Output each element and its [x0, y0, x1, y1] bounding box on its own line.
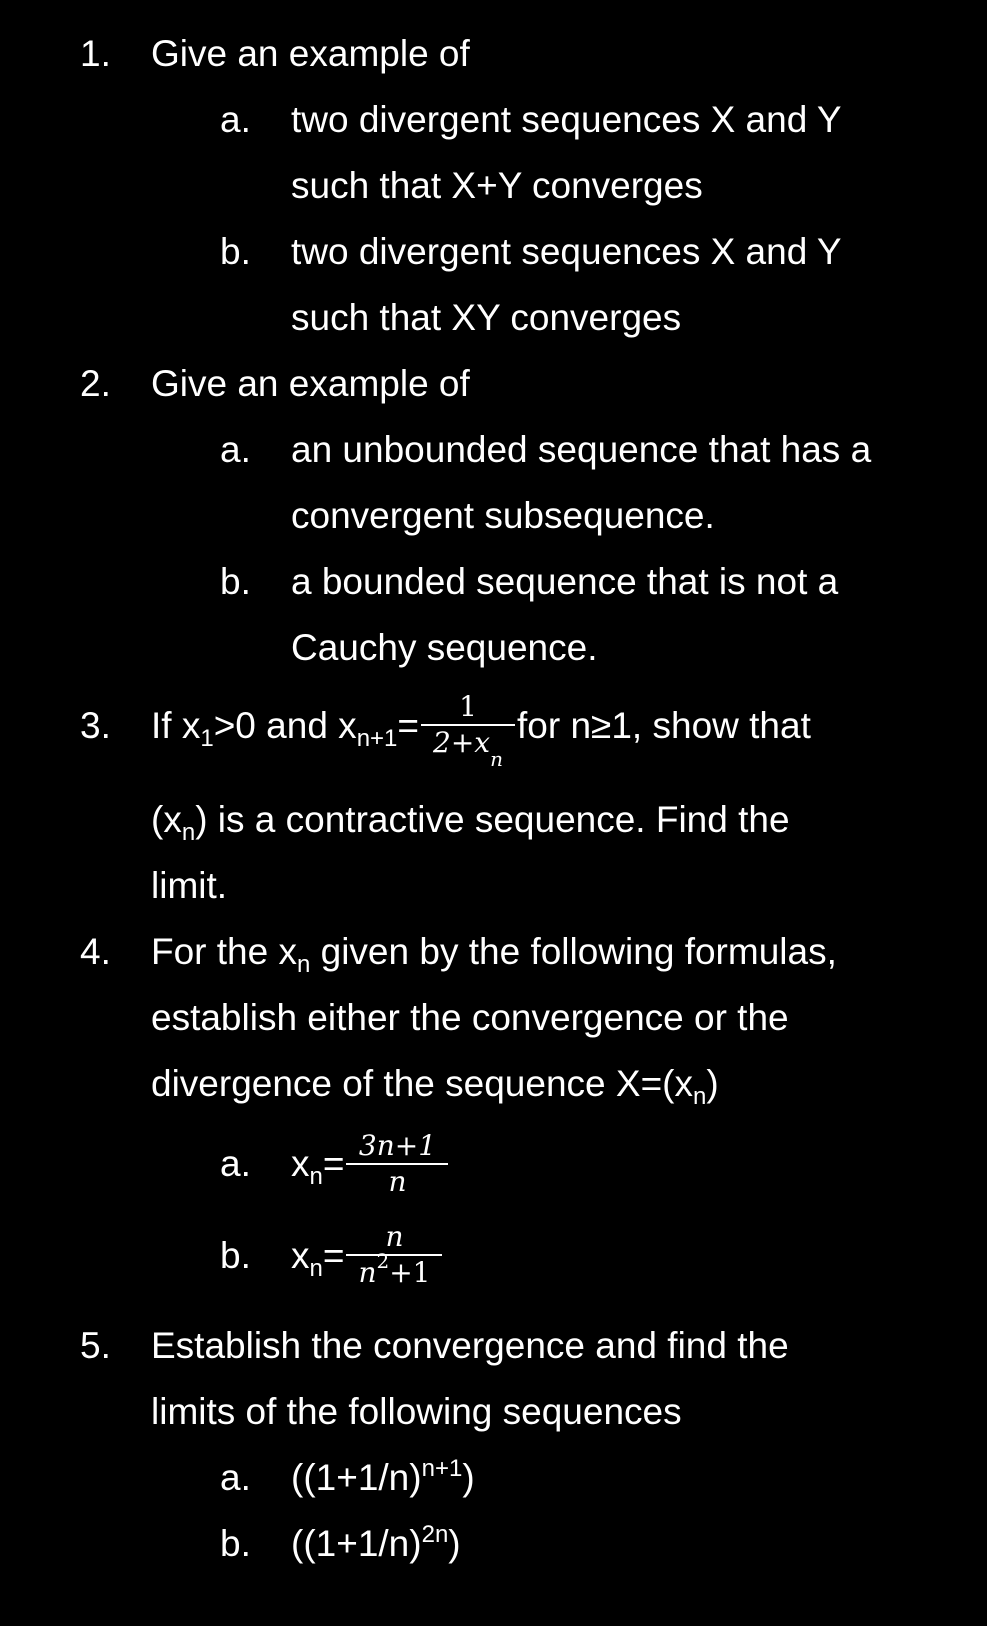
part-letter: b. — [220, 231, 251, 272]
item-number: 5. — [80, 1325, 111, 1366]
part-text: Cauchy sequence. — [291, 627, 598, 668]
subscript: n+1 — [356, 725, 398, 752]
part-text: such that X+Y converges — [291, 165, 703, 206]
item-3-formula-line — [151, 686, 811, 771]
item-text: establish either the convergence or the — [151, 997, 789, 1038]
item-4a-formula — [291, 1118, 448, 1210]
item-text: $(x_n)$ is a contractive sequence. Find the — [151, 799, 790, 846]
part-letter: a. — [220, 429, 251, 470]
subscript: n — [309, 1163, 323, 1190]
part-text: $((1+1/n)^{2n})$ — [291, 1521, 461, 1564]
item-number: 2. — [80, 363, 111, 404]
item-text: limits of the following sequences — [151, 1391, 682, 1432]
subscript: n — [297, 951, 311, 978]
item-number: 4. — [80, 931, 111, 972]
part-text: such that XY converges — [291, 297, 682, 338]
item-text: for n≥1, show that — [517, 705, 811, 746]
fraction-numerator: 1 — [459, 690, 477, 723]
fraction — [346, 1129, 448, 1199]
subscript: n — [309, 1255, 323, 1282]
part-text: two divergent sequences X and Y — [291, 231, 842, 272]
fraction-numerator: n — [385, 1220, 404, 1253]
part-text: a bounded sequence that is not a — [291, 561, 839, 602]
part-letter: b. — [220, 1235, 251, 1276]
formula-lhs: $x_n=$ — [291, 1235, 345, 1282]
item-number: 3. — [80, 705, 111, 746]
fraction — [421, 690, 515, 771]
superscript: 2n — [421, 1521, 449, 1548]
fraction-numerator: 3n+1 — [358, 1129, 437, 1162]
superscript: n+1 — [421, 1455, 463, 1482]
part-letter: a. — [220, 99, 251, 140]
part-letter: a. — [220, 1457, 251, 1498]
part-letter: b. — [220, 561, 251, 602]
part-text: an unbounded sequence that has a — [291, 429, 872, 470]
item-text: Establish the convergence and find the — [151, 1325, 789, 1366]
part-text: two divergent sequences X and Y — [291, 99, 842, 140]
fraction — [346, 1220, 442, 1292]
fraction-denominator: n — [388, 1165, 407, 1198]
part-text: $((1+1/n)^{n+1})$ — [291, 1455, 475, 1498]
part-text: convergent subsequence. — [291, 495, 715, 536]
part-letter: b. — [220, 1523, 251, 1564]
fraction-denominator: $n^2+1$ — [358, 1249, 431, 1289]
item-text: divergence of the sequence $X=(x_n)$ — [151, 1063, 719, 1110]
item-text: limit. — [151, 865, 228, 906]
item-4b-formula — [291, 1210, 442, 1302]
item-text: Give an example of — [151, 363, 470, 404]
subscript: n — [181, 819, 196, 846]
item-text: For the $x_n$ given by the following formulas, — [151, 931, 837, 978]
fraction-denominator: $2+x_n$ — [433, 726, 503, 771]
formula-lhs: $x_n=$ — [291, 1143, 345, 1190]
item-text: Give an example of — [151, 33, 470, 74]
subscript: n — [693, 1083, 707, 1110]
part-letter: a. — [220, 1143, 251, 1184]
subscript: 1 — [200, 725, 214, 752]
item-number: 1. — [80, 33, 111, 74]
item-text: If $x_1>0$ and $x_{n+1}=$ — [151, 705, 420, 752]
